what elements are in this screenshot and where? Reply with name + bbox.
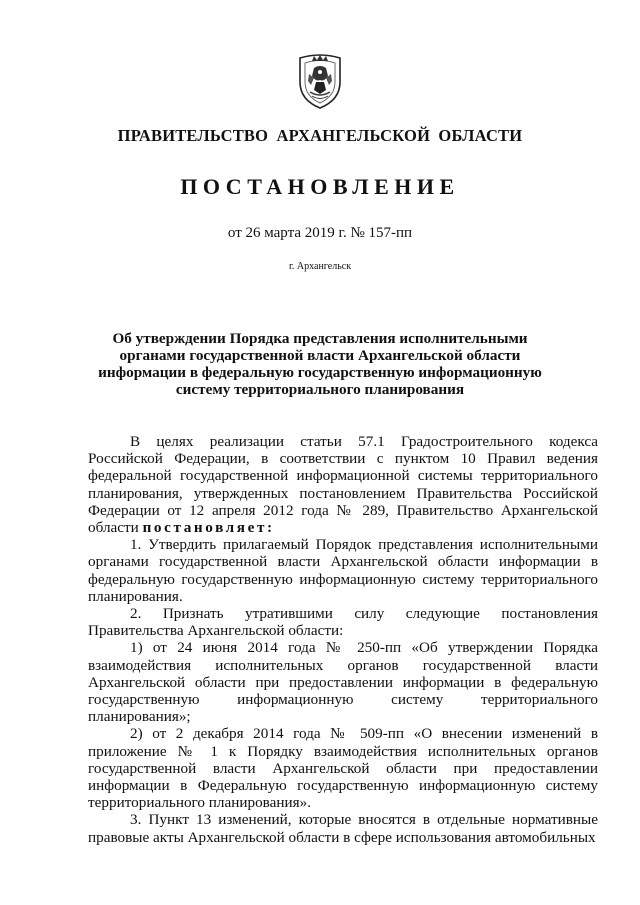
- document-date-number: от 26 марта 2019 г. № 157-пп: [227, 225, 413, 241]
- paragraph-2: 2. Признать утратившими силу следующие постановления Правительства Архангельской области:: [88, 605, 598, 640]
- intro-text: В целях реализации статьи 57.1 Градостроительного кодекса Российской Федерации, в соответствии с пунктом 10 Правил ведения федеральной государственной информационной системы территориального планирования, утвержденных постановлением Правительства Российской Федерации от 12 апреля 2012 года № 289, Правительство Архангельской области: [88, 433, 598, 537]
- intro-paragraph: [88, 433, 598, 536]
- subparagraph-2: 2) от 2 декабря 2014 года № 509-пп «О внесении изменений в приложение № 1 к Порядку взаимодействия исполнительных органов государственной власти Архангельской области при предоставлении информации в Федеральную государственную информационную систему территориального планирования».: [88, 725, 598, 812]
- coat-of-arms-icon: [296, 52, 344, 110]
- resolves-word: постановляет:: [142, 519, 275, 537]
- government-name: ПРАВИТЕЛЬСТВО АРХАНГЕЛЬСКОЙ ОБЛАСТИ: [117, 126, 523, 145]
- paragraph-1: 1. Утвердить прилагаемый Порядок представления исполнительными органами государственной власти Архангельской области информации в федеральную государственную информационную систему территориального планирования.: [88, 536, 598, 605]
- document-title: Об утверждении Порядка представления исполнительными органами государственной власти Архангельской области информации в федеральную государственную информационную систему территориального планирования: [98, 330, 542, 398]
- paragraph-3: 3. Пункт 13 изменений, которые вносятся в отдельные нормативные правовые акты Архангельской области в сфере использования автомобильных: [88, 811, 598, 846]
- document-city: г. Архангельск: [288, 261, 352, 272]
- subparagraph-1: 1) от 24 июня 2014 года № 250-пп «Об утверждении Порядка взаимодействия исполнительных органов государственной власти Архангельской области при предоставлении информации в федеральную государственную информационную систему территориального планирования»;: [88, 639, 598, 726]
- document-body: [88, 433, 598, 846]
- document-type: ПОСТАНОВЛЕНИЕ: [180, 174, 460, 199]
